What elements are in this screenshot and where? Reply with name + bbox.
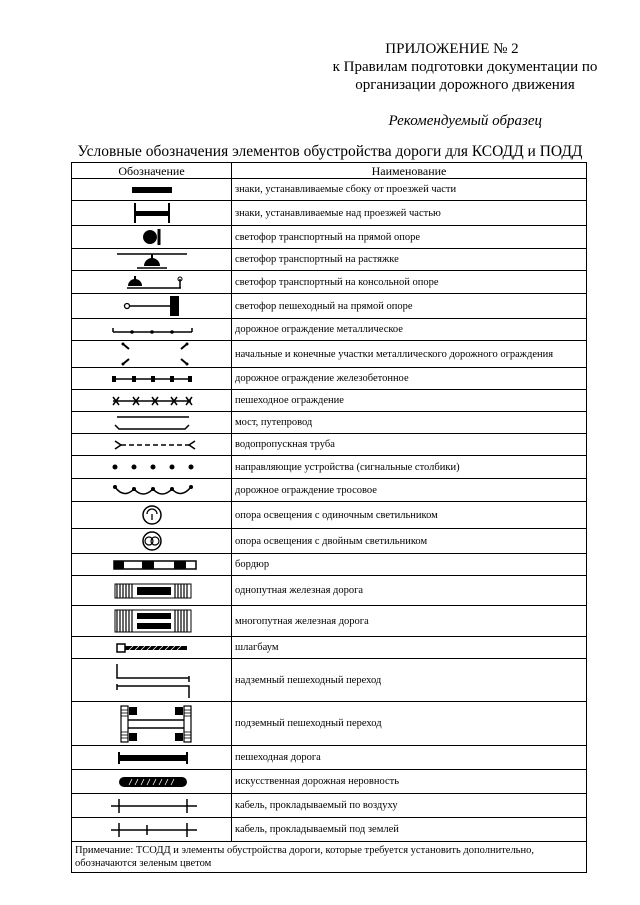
- table-row: [72, 179, 587, 201]
- table-row: [72, 637, 587, 659]
- row-name: знаки, устанавливаемые над проезжей частью: [232, 201, 587, 226]
- row-name: опора освещения с двойным светильником: [232, 529, 587, 554]
- table-row: [72, 271, 587, 294]
- symbols-table: [71, 162, 587, 873]
- speed-bump-icon: [77, 771, 227, 793]
- table-row: [72, 390, 587, 412]
- row-name: светофор транспортный на прямой опоре: [232, 226, 587, 249]
- traffic-light-straight-pole-icon: [77, 226, 227, 248]
- pedestrian-fence-icon: [77, 391, 227, 411]
- table-row: [72, 554, 587, 576]
- pedestrian-light-icon: [77, 294, 227, 318]
- culvert-icon: [77, 435, 227, 455]
- appendix-title: ПРИЛОЖЕНИЕ № 2: [385, 41, 519, 57]
- appendix-subtitle-line1: к Правилам подготовки документации по: [332, 59, 598, 75]
- table-row: [72, 576, 587, 606]
- row-name: дорожное ограждение тросовое: [232, 479, 587, 502]
- row-name: надземный пешеходный переход: [232, 659, 587, 702]
- row-name: направляющие устройства (сигнальные столбики): [232, 456, 587, 479]
- appendix-subtitle-line2: организации дорожного движения: [355, 77, 575, 93]
- table-row: [72, 818, 587, 842]
- table-row: [72, 201, 587, 226]
- column-header-name: Наименование: [232, 163, 587, 179]
- row-name: кабель, прокладываемый под землей: [232, 818, 587, 842]
- underpass-crossing-icon: [77, 703, 227, 745]
- table-header-row: [72, 163, 587, 179]
- row-name: многопутная железная дорога: [232, 606, 587, 637]
- row-name: кабель, прокладываемый по воздуху: [232, 794, 587, 818]
- table-row: [72, 249, 587, 271]
- row-name: знаки, устанавливаемые сбоку от проезжей части: [232, 179, 587, 201]
- table-row: [72, 226, 587, 249]
- table-row: [72, 702, 587, 746]
- row-name: однопутная железная дорога: [232, 576, 587, 606]
- document-title: Условные обозначения элементов обустройства дороги для КСОДД и ПОДД: [77, 143, 583, 160]
- row-name: водопропускная труба: [232, 434, 587, 456]
- pedestrian-road-icon: [77, 747, 227, 769]
- row-name: бордюр: [232, 554, 587, 576]
- bridge-icon: [77, 413, 227, 433]
- recommended-sample-label: Рекомендуемый образец: [388, 113, 542, 129]
- double-lamp-pole-icon: [77, 529, 227, 553]
- underground-cable-icon: [77, 819, 227, 841]
- table-row: [72, 341, 587, 368]
- concrete-barrier-icon: [77, 369, 227, 389]
- barrier-gate-icon: [77, 638, 227, 658]
- overhead-sign-icon: [77, 201, 227, 225]
- table-row: [72, 794, 587, 818]
- traffic-light-suspended-icon: [77, 250, 227, 270]
- row-name: светофор транспортный на консольной опоре: [232, 271, 587, 294]
- curb-icon: [77, 555, 227, 575]
- row-name: светофор транспортный на растяжке: [232, 249, 587, 271]
- table-note: Примечание: ТСОДД и элементы обустройства дороги, которые требуется установить дополнительно, обозначаются зеленым цветом: [72, 842, 587, 873]
- table-row: [72, 434, 587, 456]
- traffic-light-cantilever-icon: [77, 271, 227, 293]
- table-row: [72, 606, 587, 637]
- row-name: дорожное ограждение металлическое: [232, 319, 587, 341]
- table-row: [72, 319, 587, 341]
- overpass-crossing-icon: [77, 660, 227, 700]
- table-row: [72, 770, 587, 794]
- row-name: подземный пешеходный переход: [232, 702, 587, 746]
- table-row: [72, 294, 587, 319]
- row-name: опора освещения с одиночным светильником: [232, 502, 587, 529]
- note-row: [72, 842, 587, 873]
- row-name: искусственная дорожная неровность: [232, 770, 587, 794]
- single-lamp-pole-icon: [77, 502, 227, 528]
- roadside-sign-icon: [77, 180, 227, 200]
- row-name: шлагбаум: [232, 637, 587, 659]
- multi-track-railway-icon: [77, 607, 227, 635]
- table-row: [72, 529, 587, 554]
- single-track-railway-icon: [77, 578, 227, 604]
- row-name: начальные и конечные участки металлического дорожного ограждения: [232, 341, 587, 368]
- row-name: пешеходное ограждение: [232, 390, 587, 412]
- table-row: [72, 746, 587, 770]
- table-row: [72, 479, 587, 502]
- barrier-ends-icon: [77, 341, 227, 367]
- metal-barrier-icon: [77, 320, 227, 340]
- table-row: [72, 412, 587, 434]
- guide-posts-icon: [77, 456, 227, 478]
- table-row: [72, 456, 587, 479]
- table-row: [72, 502, 587, 529]
- table-row: [72, 659, 587, 702]
- column-header-symbol: Обозначение: [72, 163, 232, 179]
- row-name: дорожное ограждение железобетонное: [232, 368, 587, 390]
- cable-barrier-icon: [77, 479, 227, 501]
- overhead-cable-icon: [77, 795, 227, 817]
- table-row: [72, 368, 587, 390]
- row-name: пешеходная дорога: [232, 746, 587, 770]
- row-name: мост, путепровод: [232, 412, 587, 434]
- row-name: светофор пешеходный на прямой опоре: [232, 294, 587, 319]
